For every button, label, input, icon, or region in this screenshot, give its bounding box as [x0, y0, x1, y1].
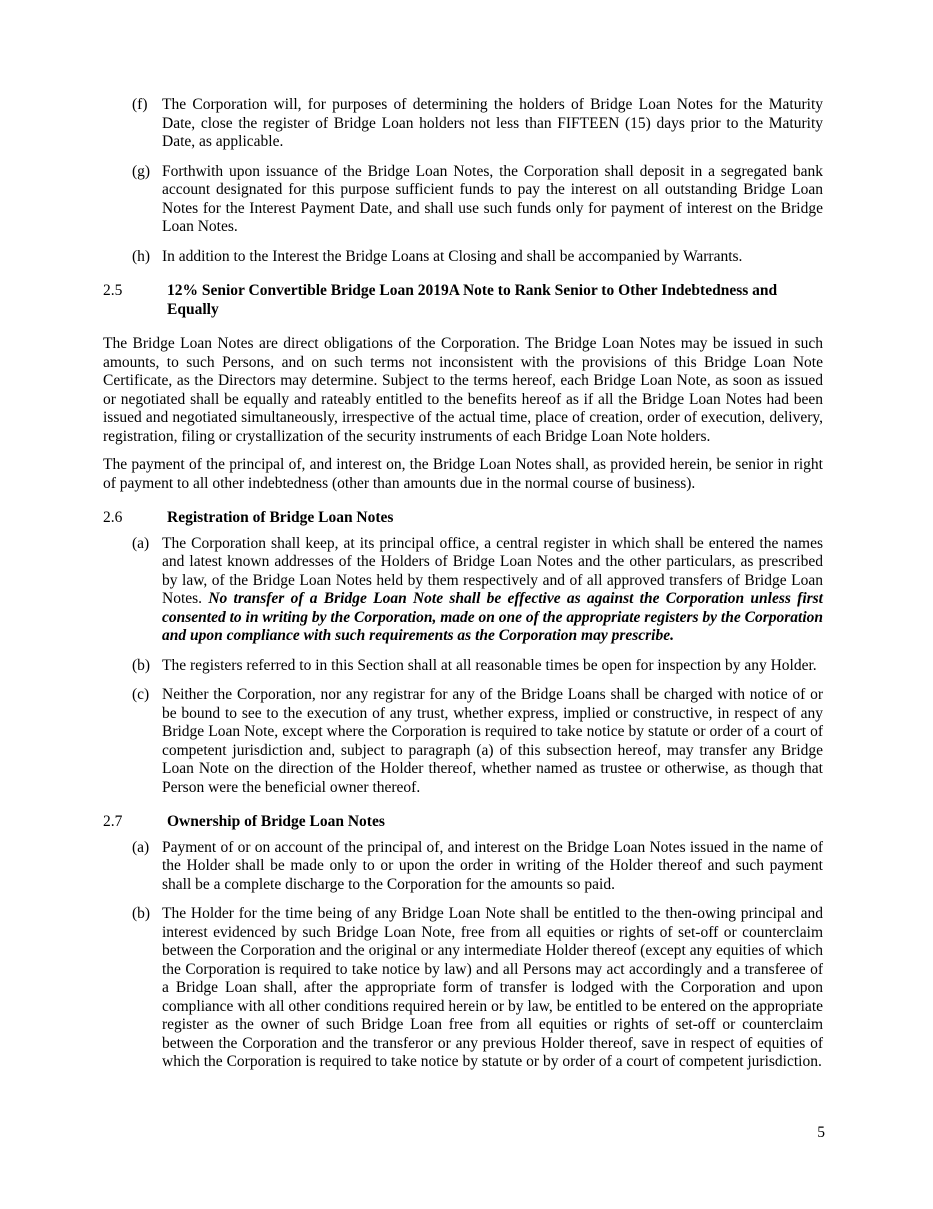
list-item-g: [103, 163, 823, 237]
list-item-2-7-a: [103, 839, 823, 895]
section-title-2-7: Ownership of Bridge Loan Notes: [167, 813, 385, 830]
section-title-2-5: 12% Senior Convertible Bridge Loan 2019A Note to Rank Senior to Other Indebtedness and Equally: [167, 282, 778, 318]
list-item-h: [103, 248, 823, 267]
section-heading-2-7: [103, 813, 823, 832]
list-text-f: The Corporation will, for purposes of determining the holders of Bridge Loan Notes for the Maturity Date, close the register of Bridge Loan holders not less than FIFTEEN (15) days prior to the Maturity Date, as applicable.: [162, 96, 823, 150]
section-title-2-6: Registration of Bridge Loan Notes: [167, 509, 394, 526]
list-text-2-7-b: The Holder for the time being of any Bridge Loan Note shall be entitled to the then-owing principal and interest evidenced by such Bridge Loan Note, free from all equities or rights of set-off or counterclaim between the Corporation and the original or any intermediate Holder thereof (except any equities of which the Corporation is required to take notice by law) and all Persons may act accordingly and a transferee of a Bridge Loan shall, after the appropriate form of transfer is lodged with the Corporation and upon compliance with all other conditions required herein or by law, be entitled to be entered on the appropriate register as the owner of such Bridge Loan free from all equities or rights of set-off or counterclaim between the Corporation and the transferor or any previous Holder thereof, save in respect of equities of which the Corporation is required to take notice by statute or by order of a court of competent jurisdiction.: [162, 905, 823, 1070]
list-marker-g: (g): [132, 162, 151, 180]
list-marker-2-6-b: (b): [132, 656, 151, 674]
list-text-g: Forthwith upon issuance of the Bridge Loan Notes, the Corporation shall deposit in a segregated bank account designated for this purpose sufficient funds to pay the interest on all outstanding Bridge Loan Notes for the Interest Payment Date, and shall use such funds only for payment of interest on the Bridge Loan Notes.: [162, 162, 823, 235]
list-marker-2-7-a: (a): [132, 838, 150, 856]
paragraph-2-5-2: The payment of the principal of, and interest on, the Bridge Loan Notes shall, as provided herein, be senior in right of payment to all other indebtedness (other than amounts due in the normal course of business).: [103, 456, 823, 492]
page-number: 5: [817, 1124, 825, 1141]
list-marker-2-7-b: (b): [132, 905, 151, 922]
list-text-2-7-a: Payment of or on account of the principal of, and interest on the Bridge Loan Notes issued in the name of the Holder shall be made only to or upon the order in writing of the Holder thereof and such payment shall be a complete discharge to the Corporation for the amounts so paid.: [162, 838, 823, 893]
section-heading-2-6: [103, 509, 823, 528]
list-marker-f: (f): [132, 96, 148, 113]
list-text-h: In addition to the Interest the Bridge Loans at Closing and shall be accompanied by Warrants.: [162, 247, 743, 265]
list-marker-2-6-c: (c): [132, 686, 150, 703]
section-heading-2-5: [103, 282, 823, 319]
list-marker-h: (h): [132, 247, 151, 265]
list-item-2-6-c: [103, 686, 823, 797]
section-number-2-5: 2.5: [103, 282, 123, 299]
list-emphasis-2-6-a: No transfer of a Bridge Loan Note shall be effective as against the Corporation unless first consented to in writing by the Corporation, made on one of the appropriate registers by the Corporation and upon compliance with such requirements as the Corporation may prescribe.: [162, 590, 823, 644]
section-number-2-6: 2.6: [103, 509, 123, 526]
list-text-2-6-b: The registers referred to in this Section shall at all reasonable times be open for inspection by any Holder.: [162, 656, 817, 674]
section-number-2-7: 2.7: [103, 813, 123, 830]
list-item-2-6-b: [103, 657, 823, 676]
list-marker-2-6-a: (a): [132, 534, 150, 552]
list-text-2-6-c: Neither the Corporation, nor any registrar for any of the Bridge Loans shall be charged with notice of or be bound to see to the execution of any trust, whether express, implied or constructive, in respect of any Bridge Loan Note, except where the Corporation is required to take notice by statute or order of a court of competent jurisdiction and, subject to paragraph (a) of this subsection hereof, may transfer any Bridge Loan Note on the direction of the Holder thereof, whether named as trustee or otherwise, as though that Person were the beneficial owner thereof.: [162, 686, 823, 796]
list-item-2-7-b: [103, 905, 823, 1072]
paragraph-2-5-1: The Bridge Loan Notes are direct obligations of the Corporation. The Bridge Loan Notes may be issued in such amounts, to such Persons, and on such terms not inconsistent with the provisions of this Bridge Loan Note Certificate, as the Directors may determine. Subject to the terms hereof, each Bridge Loan Note, as soon as issued or negotiated shall be equally and rateably entitled to the benefits hereof as if all the Bridge Loan Notes had been issued and negotiated simultaneously, irrespective of the actual time, place of creation, order of execution, delivery, registration, filing or crystallization of the security instruments of each Bridge Loan Note holders.: [103, 335, 823, 445]
list-item-2-6-a: [103, 535, 823, 646]
list-text-2-6-a: The Corporation shall keep, at its principal office, a central register in which shall be entered the names and latest known addresses of the Holders of Bridge Loan Notes and the other particulars, as prescribed by law, of the Bridge Loan Notes held by them respectively and of all approved transfers of Bridge Loan Notes.: [162, 534, 823, 607]
list-item-f: [103, 96, 823, 152]
